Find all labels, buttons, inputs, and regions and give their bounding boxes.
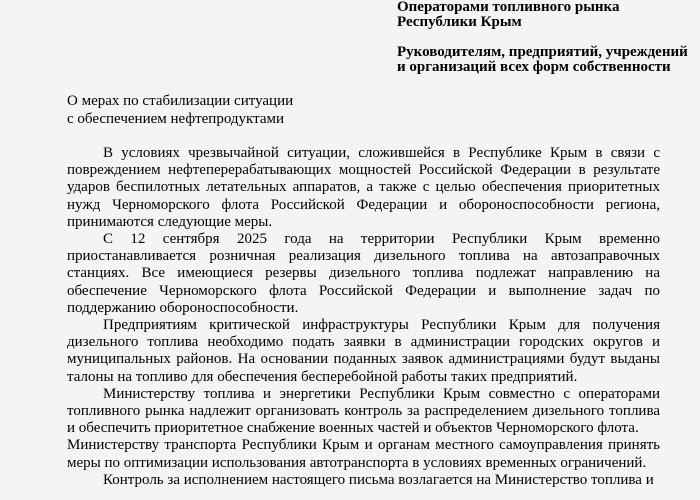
body-paragraph-4: Министерству топлива и энергетики Республики Крым совместно с операторами топливного рынка надлежит организовать контроль за распределением дизельного топлива и обеспечить приоритетное снабжение военных частей и объектов Черноморского флота. (67, 385, 660, 437)
letter-body (67, 145, 660, 489)
addressee-enterprise-heads: Руководителям, предприятий, учреждений и организаций всех форм собственности (397, 44, 688, 75)
body-paragraph-2: С 12 сентября 2025 года на территории Республики Крым временно приостанавливается розничная реализация дизельного топлива на автозаправочных станциях. Все имеющиеся резервы дизельного топлива подлежат направлению на обеспечение Черноморского флота Российской Федерации и выполнение задач по поддержанию обороноспособности. (67, 231, 660, 316)
subject-line-2: с обеспечением нефтепродуктами (67, 110, 285, 127)
addressee-block (397, 0, 697, 75)
addressee-fuel-operators: Операторами топливного рынка Республики Крым (397, 0, 620, 30)
subject-line-1: О мерах по стабилизации ситуации (67, 93, 294, 109)
body-paragraph-6: Контроль за исполнением настоящего письма возлагается на Министерство топлива и (103, 471, 654, 488)
body-paragraph-1: В условиях чрезвычайной ситуации, сложившейся в Республике Крым в связи с повреждением нефтеперерабатывающих мощностей Российской Федерации в результате ударов беспилотных летательных аппаратов, а также с целью обеспечения приоритетных нужд Черноморского флота Российской Федерации и обороноспособности региона, принимаются следующие меры. (67, 145, 660, 230)
body-paragraph-3: Предприятиям критической инфраструктуры Республики Крым для получения дизельного топлива необходимо подать заявки в администрации городских округов и муниципальных районов. На основании поданных заявок администрациями будут выданы талоны на топливо для обеспечения бесперебойной работы таких предприятий. (67, 317, 660, 385)
letter-subject (67, 93, 397, 128)
body-paragraph-5: Министерству транспорта Республики Крым и органам местного самоуправления принять меры по оптимизации использования автотранспорта в условиях временных ограничений. (67, 437, 660, 471)
